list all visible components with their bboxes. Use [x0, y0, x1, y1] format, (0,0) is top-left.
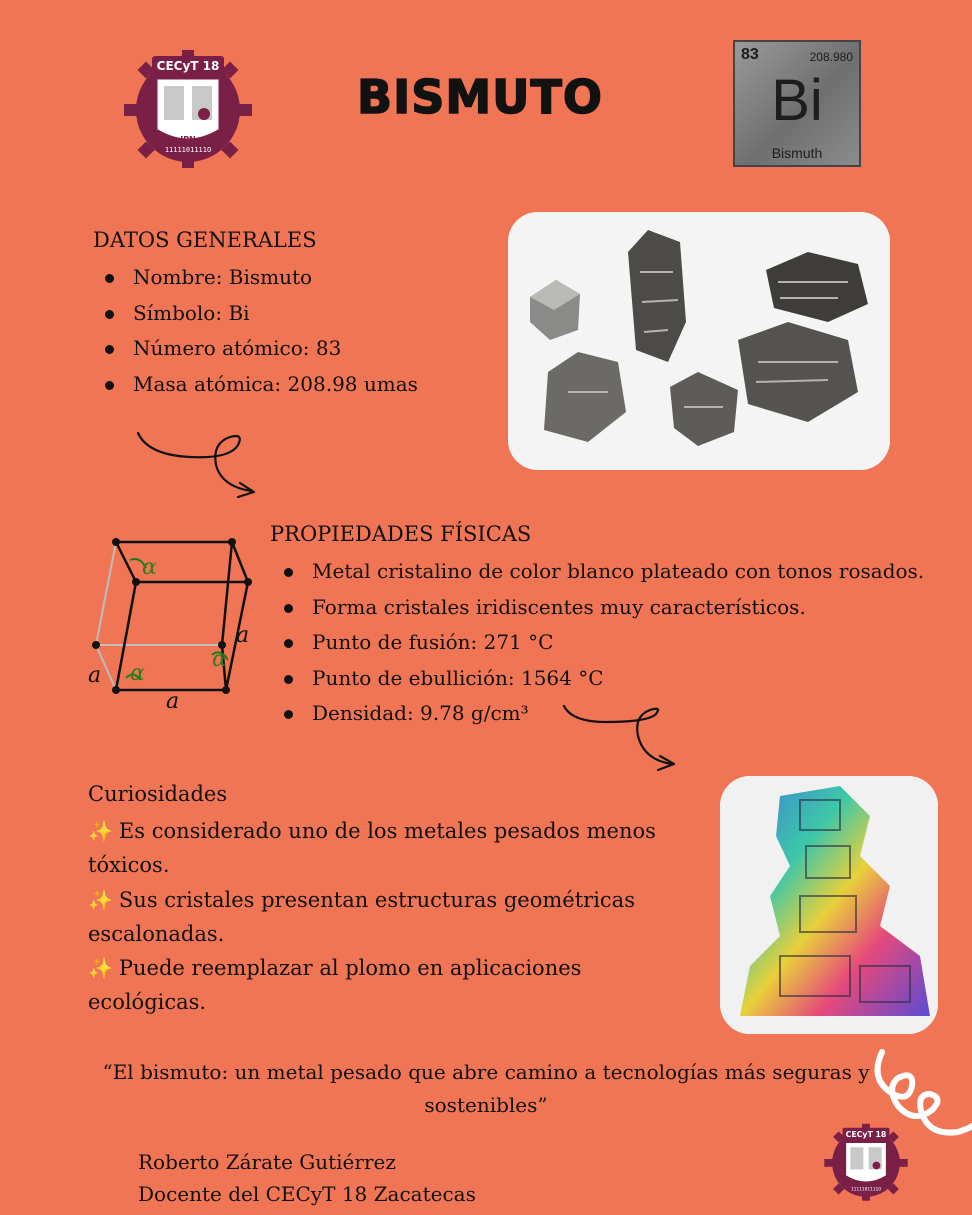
- element-tile: [733, 40, 861, 167]
- list-item: [88, 883, 688, 952]
- cubic-crystal-diagram: [82, 530, 272, 715]
- list-item: Forma cristales iridiscentes muy característicos.: [272, 590, 924, 626]
- logo-binary: 1111101111O: [164, 146, 212, 154]
- curiosidades-list: [88, 814, 688, 1020]
- list-item: [88, 814, 688, 883]
- sparkle-icon: ✨: [88, 956, 113, 981]
- curly-arrow-1: [130, 425, 270, 505]
- list-item: Punto de fusión: 271 °C: [272, 625, 924, 661]
- list-item: Densidad: 9.78 g/cm³: [272, 696, 924, 732]
- edge-label: a: [166, 689, 180, 714]
- bismuth-crystals-photo: [508, 212, 890, 470]
- datos-generales-list: [93, 260, 418, 402]
- angle-label: α: [212, 647, 227, 672]
- list-item: Nombre: Bismuto: [93, 260, 418, 296]
- propiedades-heading: PROPIEDADES FÍSICAS: [270, 522, 532, 546]
- curiosidad-text: Puede reemplazar al plomo en aplicaciones ecológicas.: [88, 956, 582, 1015]
- edge-label: a: [236, 623, 250, 648]
- logo-title: CECyT 18: [156, 59, 220, 73]
- tile-element-name: Bismuth: [771, 145, 823, 161]
- list-item: Número atómico: 83: [93, 331, 418, 367]
- author-name: Roberto Zárate Gutiérrez: [138, 1150, 396, 1174]
- curly-arrow-2: [556, 700, 686, 775]
- logo-binary: 1111101111O: [850, 1187, 882, 1193]
- list-item: Masa atómica: 208.98 umas: [93, 367, 418, 403]
- list-item: [88, 951, 688, 1020]
- edge-label: a: [88, 663, 102, 688]
- sparkle-icon: ✨: [88, 887, 113, 912]
- tile-atomic-mass: 208.980: [809, 50, 853, 64]
- sparkle-icon: ✨: [88, 819, 113, 843]
- closing-quote: “El bismuto: un metal pesado que abre camino a tecnologías más seguras y sostenibles”: [102, 1060, 870, 1117]
- cecyt-logo-small: [820, 1116, 912, 1202]
- datos-generales-heading: DATOS GENERALES: [93, 228, 317, 252]
- signature: [138, 1146, 476, 1210]
- list-item: Punto de ebullición: 1564 °C: [272, 661, 924, 697]
- curiosidades-heading: Curiosidades: [88, 782, 228, 806]
- logo-title: CECyT 18: [845, 1129, 887, 1139]
- list-item: Metal cristalino de color blanco plateado con tonos rosados.: [272, 554, 924, 590]
- iridescent-crystal-photo: [720, 776, 938, 1034]
- cecyt-logo: [118, 38, 258, 170]
- author-role: Docente del CECyT 18 Zacatecas: [138, 1182, 476, 1206]
- curiosidad-text: Es considerado uno de los metales pesados menos tóxicos.: [88, 819, 656, 878]
- curiosidad-text: Sus cristales presentan estructuras geométricas escalonadas.: [88, 887, 635, 946]
- tile-atomic-number: 83: [741, 46, 759, 63]
- tile-symbol: Bi: [771, 68, 823, 133]
- logo-sub: IPN: [180, 135, 196, 144]
- angle-label: α: [142, 555, 157, 580]
- page-title: BISMUTO: [357, 70, 603, 124]
- list-item: Símbolo: Bi: [93, 296, 418, 332]
- angle-label: α: [130, 661, 145, 686]
